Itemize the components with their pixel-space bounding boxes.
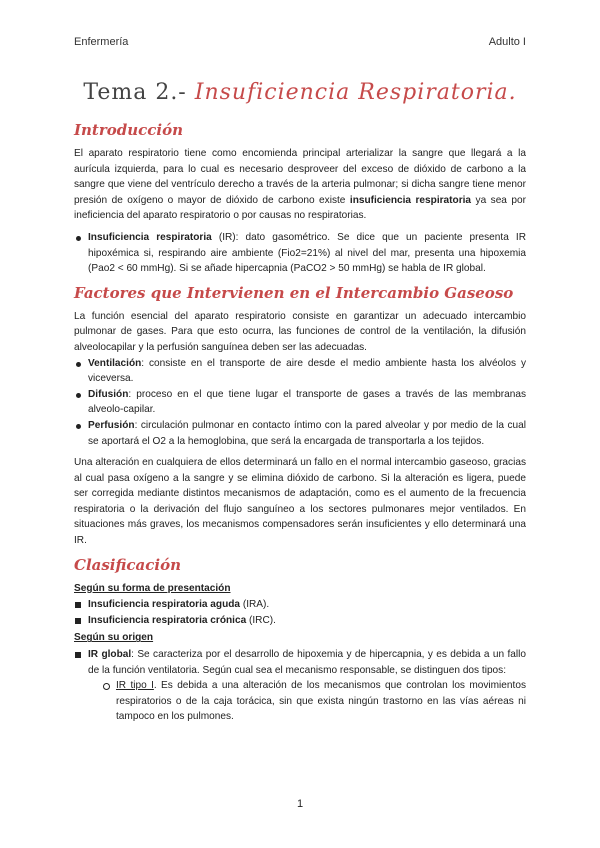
bullet-bold: Ventilación — [88, 357, 142, 369]
bullet-icon — [76, 393, 81, 398]
document-body — [74, 118, 526, 731]
intro-text-bold: insuficiencia respiratoria — [349, 194, 472, 206]
subheading-origin: Según su origen — [74, 632, 154, 644]
bullet-text: : Se caracteriza por el desarrollo de hipoxemia y de hipercapnia, y es debida a un fallo de la función ventilatoria. Según cual sea el mecanismo responsable, se distinguen dos tipos: — [88, 649, 526, 676]
square-bullet-icon — [75, 618, 81, 624]
nested-list — [88, 678, 526, 725]
bullet-text: : consiste en el transporte de aire desde el medio ambiente hasta los alvéolos y viceversa. — [88, 357, 526, 385]
list-item — [74, 418, 526, 449]
square-bullet-icon — [75, 602, 81, 608]
page-header — [74, 36, 526, 48]
header-right: Adulto I — [488, 36, 526, 48]
bullet-bold: Difusión — [88, 388, 129, 400]
list-item — [74, 647, 526, 725]
factors-paragraph-1: La función esencial del aparato respiratorio consiste en garantizar un adecuado intercambio pulmonar de gases. Para que esto ocurra, las funciones de control de la ventilación, la difusión alveolocapilar y la perfusión sanguínea deben ser las adecuadas. — [74, 310, 526, 353]
tipo1-text: . Es debida a una alteración de los mecanismos que controlan los movimientos respiratorios o de la caja torácica, sin que exista ningún trastorno en las vías aéreas ni tampoco en los pulmones. — [116, 680, 526, 723]
bullet-bold: IR global — [88, 649, 132, 661]
origin-list — [74, 647, 526, 725]
page-number: 1 — [296, 798, 304, 810]
bullet-icon — [76, 236, 81, 241]
intro-list — [74, 230, 526, 277]
presentation-list — [74, 597, 526, 628]
circle-bullet-icon — [103, 683, 110, 690]
intro-heading: Introducción — [74, 121, 184, 139]
factors-paragraph-2: Una alteración en cualquiera de ellos determinará un fallo en el normal intercambio gaseoso, gracias al cual pasa oxígeno a la sangre y se elimina dióxido de carbono. Si la alteración es ligera, puede ser corregida mediante distintos mecanismos de adaptación, como es el aumento de la frecuencia respiratoria o la derivación del flujo sanguíneo a los sectores pulmonares mejor ventilados. En situaciones más graves, los mecanismos compensadores serán insuficientes y ello determinará una IR. — [74, 457, 526, 547]
list-item — [74, 356, 526, 387]
bullet-text: (IR): dato gasométrico. Se dice que un paciente presenta IR hipoxémica si, respirando aire ambiente (Fio2=21%) al nivel del mar, presenta una hipoxemia (Pao2 < 60 mmHg). Si se añade hipercapnia (PaCO2 > 50 mmHg) se habla de IR global. — [88, 231, 526, 275]
bullet-text: (IRC). — [246, 614, 276, 626]
intro-text-a: El aparato respiratorio tiene como encomienda principal arterializar la sangre que llegará a la aurícula izquierda, para lo cual es necesario desproveer del exceso de dióxido de carbono a la sangre que viene del ventrículo derecho a través de la arteria pulmonar; si dicha sangre tiene menor presión de oxígeno o mayor de dióxido de carbono existe — [74, 148, 526, 206]
header-left: Enfermería — [74, 36, 129, 48]
page-title — [0, 80, 600, 105]
factors-list — [74, 356, 526, 450]
bullet-text: : proceso en el que tiene lugar el transporte de gases a través de las membranas alveolo-capilar. — [88, 388, 526, 416]
subheading-presentation: Según su forma de presentación — [74, 582, 231, 594]
list-item — [74, 597, 526, 613]
intro-paragraph — [74, 146, 526, 224]
classification-heading: Clasificación — [74, 555, 181, 574]
intro-text-c: ya sea por ineficiencia del aparato respiratorio o por causas no respiratorias. — [74, 194, 526, 222]
square-bullet-icon — [75, 652, 81, 658]
bullet-bold: Insuficiencia respiratoria aguda — [88, 599, 241, 611]
bullet-text: (IRA). — [240, 599, 270, 611]
list-item — [102, 678, 526, 725]
list-item — [74, 387, 526, 418]
list-item — [74, 230, 526, 277]
bullet-icon — [76, 424, 81, 429]
bullet-bold: Insuficiencia respiratoria crónica — [88, 614, 247, 626]
title-main: Insuficiencia Respiratoria. — [194, 80, 517, 105]
bullet-bold: Insuficiencia respiratoria — [88, 231, 212, 243]
bullet-bold: Perfusión — [88, 419, 135, 431]
bullet-icon — [76, 362, 81, 367]
tipo1-label: IR tipo I — [116, 680, 154, 692]
title-prefix: Tema 2.- — [83, 80, 187, 105]
bullet-text: : circulación pulmonar en contacto íntimo con la pared alveolar y por medio de la cual se aportará el O2 a la hemoglobina, que será la encargada de transportarla a los tejidos. — [88, 419, 526, 447]
list-item — [74, 613, 526, 629]
factors-heading: Factores que Intervienen en el Intercambio Gaseoso — [74, 283, 514, 302]
